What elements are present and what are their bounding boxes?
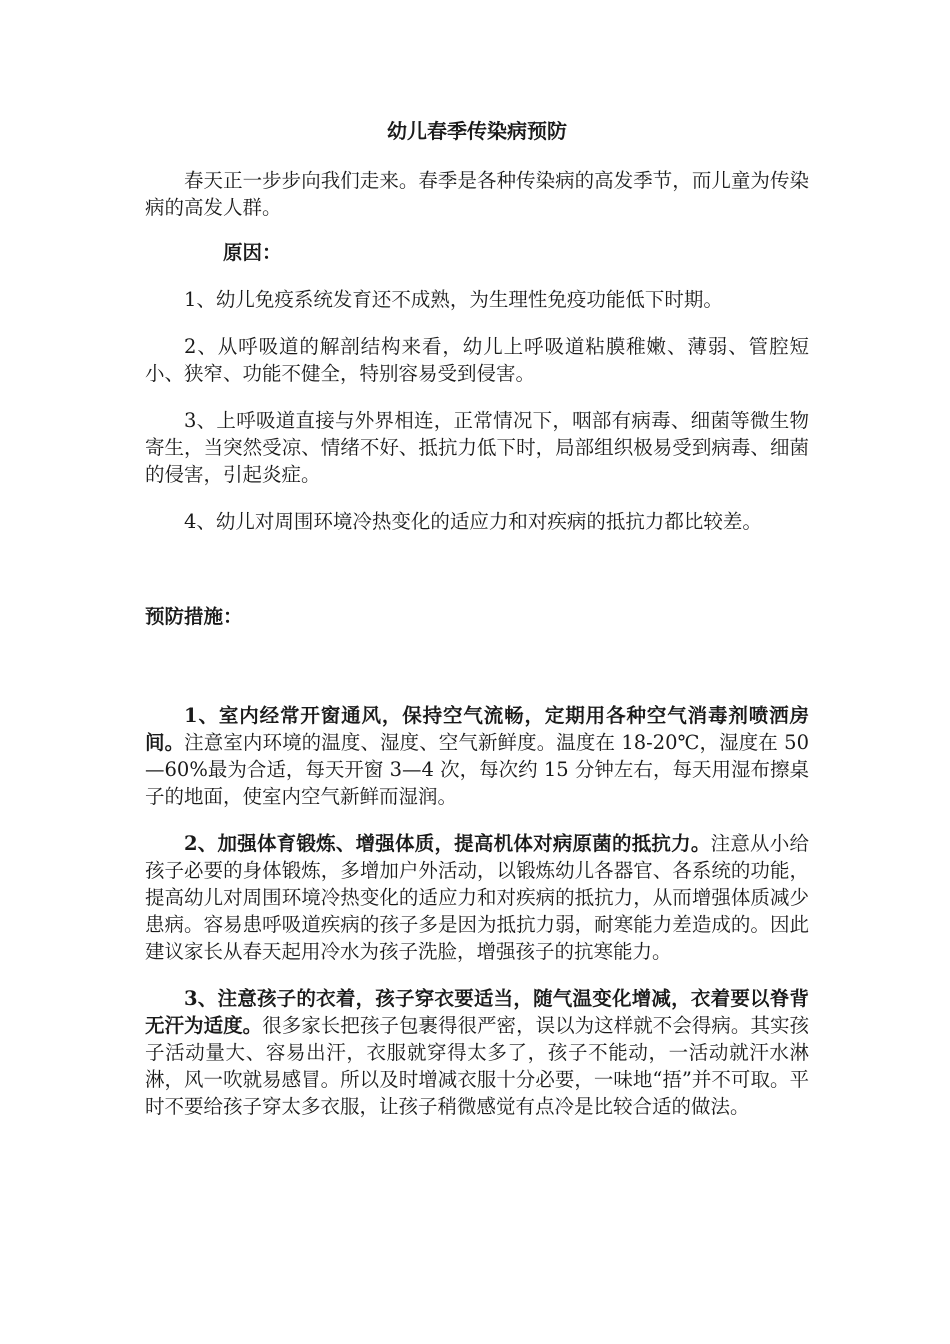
measures-heading: 预防措施：: [145, 605, 243, 628]
measure-item-1-lead: 1、室内经常开窗通风，保持空气流畅，定期用各种空气消毒剂喷洒房间。: [145, 704, 809, 754]
reason-item-4: 4、幼儿对周围环境冷热变化的适应力和对疾病的抵抗力都比较差。: [184, 510, 762, 533]
measure-item-3: [145, 985, 809, 1120]
intro-paragraph: 春天正一步步向我们走来。春季是各种传染病的高发季节，而儿童为传染病的高发人群。: [145, 169, 809, 219]
measure-item-2-lead: 2、加强体育锻炼、增强体质，提高机体对病原菌的抵抗力。: [184, 832, 711, 855]
document-title: 幼儿春季传染病预防: [387, 119, 567, 143]
measure-item-2-text: 注意从小给孩子必要的身体锻炼，多增加户外活动，以锻炼幼儿各器官、各系统的功能，提高幼儿对周围环境冷热变化的适应力和对疾病的抵抗力，从而增强体质减少患病。容易患呼吸道疾病的孩子多是因为抵抗力弱，耐寒能力差造成的。因此建议家长从春天起用冷水为孩子洗脸，增强孩子的抗寒能力。: [145, 832, 809, 963]
reason-item-2: 2、从呼吸道的解剖结构来看，幼儿上呼吸道粘膜稚嫩、薄弱、管腔短小、狭窄、功能不健全，特别容易受到侵害。: [145, 335, 809, 385]
measure-item-3-text: 很多家长把孩子包裹得很严密，误以为这样就不会得病。其实孩子活动量大、容易出汗，衣服就穿得太多了，孩子不能动，一活动就汗水淋淋，风一吹就易感冒。所以及时增减衣服十分必要，一味地“捂”并不可取。平时不要给孩子穿太多衣服，让孩子稍微感觉有点冷是比较合适的做法。: [145, 1014, 809, 1118]
reasons-heading: 原因：: [223, 241, 282, 264]
document-body: [145, 118, 809, 1120]
measure-item-1: [145, 702, 809, 810]
reason-item-1: 1、幼儿免疫系统发育还不成熟，为生理性免疫功能低下时期。: [184, 288, 723, 311]
measure-item-2: [145, 830, 809, 965]
reason-item-3: 3、上呼吸道直接与外界相连，正常情况下，咽部有病毒、细菌等微生物寄生，当突然受凉、情绪不好、抵抗力低下时，局部组织极易受到病毒、细菌的侵害，引起炎症。: [145, 409, 809, 486]
measure-item-3-lead: 3、注意孩子的衣着，孩子穿衣要适当，随气温变化增减，衣着要以脊背无汗为适度。: [145, 987, 809, 1037]
measure-item-1-text: 注意室内环境的温度、湿度、空气新鲜度。温度在 18-20℃，湿度在 50—60%最为合适，每天开窗 3—4 次，每次约 15 分钟左右，每天用湿布擦桌子的地面，使室内空气新鲜而湿润。: [145, 731, 809, 808]
